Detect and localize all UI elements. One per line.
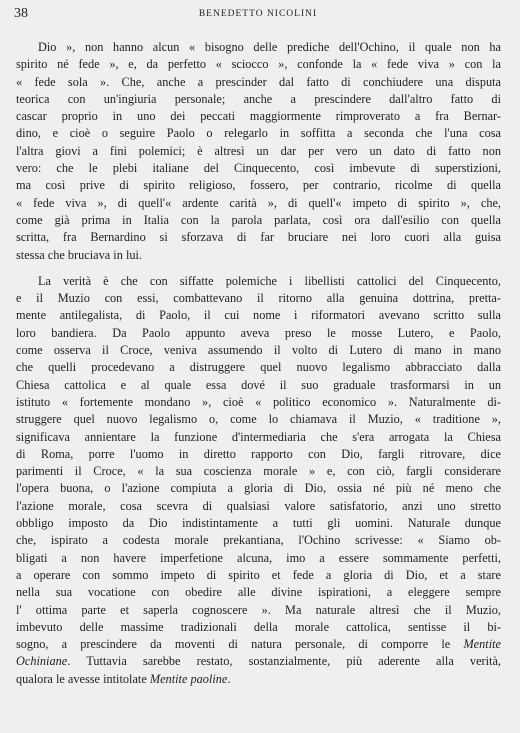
text-line: La verità è che con siffatte polemiche i libellisti cattolici del Cinquecento,	[38, 273, 501, 288]
text-line: Chiesa cattolica e al quale essa dové il suo graduale trasformarsi in un	[16, 377, 501, 392]
text-line: e il Muzio con essi, combattevano il ritorno alla genuina dottrina, pretta-	[16, 291, 501, 306]
text-line: « fede sola ». Che, anche a prescinder dal fatto di conchiudere una disputa	[16, 74, 501, 89]
paragraph	[16, 273, 501, 688]
paragraph	[16, 39, 501, 264]
text-line: struggere quel nuovo legalismo o, come lo chiamava il Muzio, « traditione »,	[16, 412, 501, 427]
page-header	[14, 6, 502, 26]
text-line: l'altra giovi a fini polemici; è altresì un dar per vero un dato di fatto non	[16, 143, 501, 158]
text-line: obbligo imposto da Dio indistintamente a tutti gli uomini. Naturale dunque	[16, 516, 501, 531]
text-line: teorica con un'ingiuria personale; anche a prescindere dall'altro fatto di	[16, 91, 501, 106]
text-line: vero: che le plebi italiane del Cinquecento, così imbevute di superstizioni,	[16, 161, 501, 176]
text-line: Dio », non hanno alcun « bisogno delle prediche dell'Ochino, il quale non ha	[38, 40, 501, 54]
text-line: cascar proprio in uno dei peccati maggiormente rimproverato a fra Bernar-	[16, 109, 501, 124]
text-line: istituto « fortemente mondano », cioè « politico economico ». Naturalmente di-	[16, 394, 501, 409]
text-line: dino, e cioè o seguire Paolo o relegarlo in soffitta a seconda che l'una cosa	[16, 126, 501, 141]
text-line: nella sua vocatione con obedire alle divine ispirationi, a eleggere sempre	[16, 585, 501, 600]
running-head: BENEDETTO NICOLINI	[198, 9, 318, 19]
text-line: parimenti il Croce, « la sua coscienza morale » e, con ciò, fargli considerare	[16, 464, 501, 479]
text-line: significava annientare la funzione d'intermediaria che s'era arrogata la Chiesa	[16, 429, 501, 444]
text-line: che, ispirato a codesta morale prekantiana, l'Ochino scrivesse: « Siamo ob-	[16, 533, 501, 548]
body-text	[16, 39, 501, 688]
text-line: che quelli procedevano a distruggere quel nuovo legalismo abbracciato dalla	[16, 360, 501, 375]
text-line: a operare con sommo impeto di spirito et fede a gloria di Dio, et a stare	[16, 567, 501, 582]
text-line: ma così prive di spirito religioso, fossero, per contrario, ricolme di quella	[16, 178, 501, 193]
text-line: stessa che bruciava in lui.	[16, 247, 143, 262]
text-line: di Roma, porre l'uomo in diretto rapporto con Dio, fargli ritrovare, dice	[16, 446, 501, 461]
text-line: scritta, fra Bernardino si sforzava di far bruciare nei loro cuori alla guisa	[16, 230, 501, 245]
page-number: 38	[14, 6, 28, 21]
text-line: l' ottima parte et saperla cognoscere ». Ma naturale altresì che il Muzio,	[16, 602, 501, 617]
text-line: come osserva il Croce, veniva assumendo il volto di Lutero di mano in mano	[16, 343, 501, 358]
text-line: loro bandiera. Da Paolo appunto aveva preso le mosse Lutero, e Paolo,	[16, 325, 501, 340]
text-line: sogno, a prescindere da moventi di natura personale, di comporre le Mentite	[16, 637, 501, 652]
text-line: come già prima in Italia con la parola parlata, così ora dall'esilio con quella	[16, 212, 501, 227]
text-line: l'opera buona, o l'azione compiuta a gloria di Dio, ossia né più né meno che	[16, 481, 501, 496]
text-line: qualora le avesse intitolate Mentite paoline.	[16, 671, 231, 686]
text-line: l'azione morale, cosa scevra di qualsiasi valore satisfatorio, anzi uno stretto	[16, 498, 501, 513]
text-line: spirito né fede », e, da perfetto « sciocco », confonde la « fede viva » con la	[16, 57, 501, 72]
text-line: imbevuto delle massime tradizionali della morale cattolica, sentisse il bi-	[16, 619, 501, 634]
text-line: bligati a non havere imperfetione alcuna, imo a essere sommamente perfetti,	[16, 550, 501, 565]
text-line: mente antilegalista, di Paolo, il cui nome i riformatori avevano scritto sulla	[16, 308, 501, 323]
text-line: Ochiniane. Tuttavia sarebbe restato, sostanzialmente, più aderente alla verità,	[16, 654, 501, 669]
text-line: « fede viva », di quell'« ardente carità », di quell'« impeto di spirito », che,	[16, 195, 501, 210]
